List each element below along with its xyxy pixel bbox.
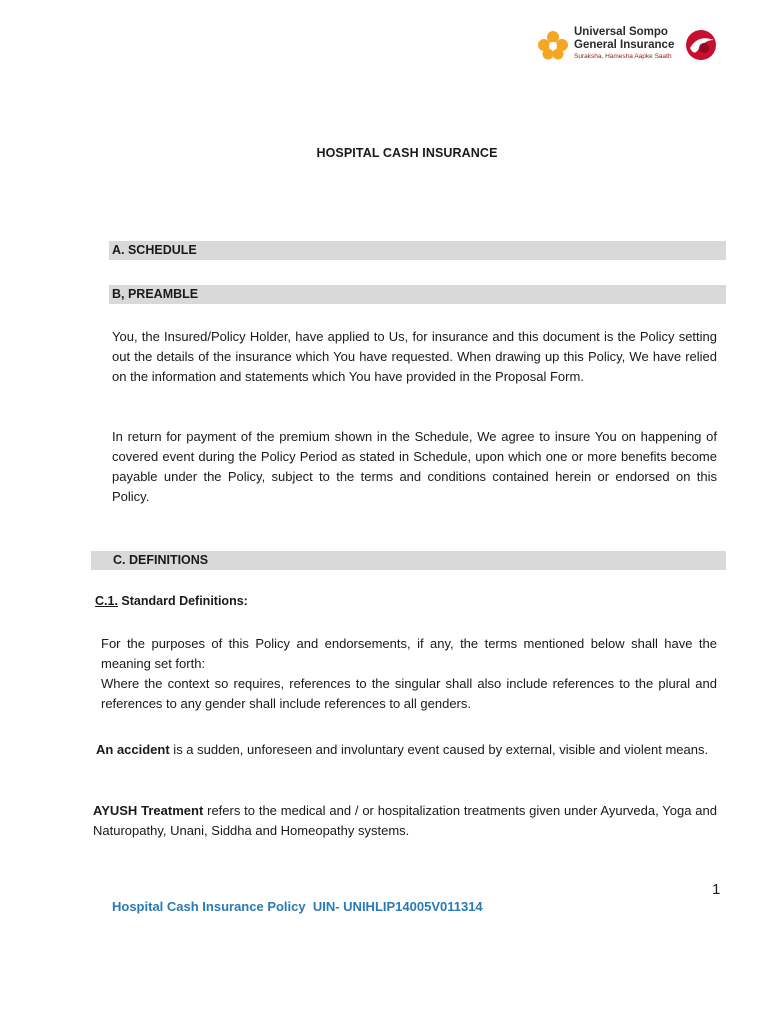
subsection-number: C.1. (95, 594, 118, 608)
preamble-paragraph-2: In return for payment of the premium shown in the Schedule, We agree to insure You on happening of covered event during the Policy Period as stated in Schedule, upon which one or more benefits become payable under the Policy, subject to the terms and conditions contained herein or endorsed on this Policy. (112, 429, 717, 504)
section-heading-preamble: B, PREAMBLE (109, 285, 726, 304)
definitions-intro (101, 634, 717, 714)
logo-name-line2: General Insurance (574, 39, 675, 51)
logo-name-line1: Universal Sompo (574, 26, 668, 38)
company-logo (536, 26, 720, 64)
section-heading-schedule: A. SCHEDULE (109, 241, 726, 260)
page-number: 1 (712, 881, 721, 898)
definition-term-accident: An accident (96, 742, 170, 757)
subsection-heading (95, 594, 248, 608)
document-title: HOSPITAL CASH INSURANCE (316, 146, 498, 160)
flower-logo-icon (536, 29, 570, 61)
footer-policy-uin: Hospital Cash Insurance Policy UIN- UNIHLIP14005V011314 (112, 899, 483, 914)
definition-text-ayush: refers to the medical and / or hospitalization treatments given under Ayurveda, Yoga and Naturopathy, Unani, Siddha and Homeopathy systems. (93, 803, 717, 838)
subsection-title: Standard Definitions: (121, 594, 248, 608)
logo-tagline: Suraksha, Hamesha Aapke Saath (574, 53, 672, 60)
definition-text-accident: is a sudden, unforeseen and involuntary event caused by external, visible and violent means. (169, 742, 709, 757)
red-swirl-logo-icon (684, 28, 718, 62)
definition-accident (96, 740, 717, 760)
definition-term-ayush: AYUSH Treatment (93, 803, 204, 818)
definition-ayush (93, 801, 717, 841)
definitions-intro-2: Where the context so requires, references to the singular shall also include references to the plural and references to any gender shall include references to all genders. (101, 676, 717, 711)
preamble-paragraph-1: You, the Insured/Policy Holder, have applied to Us, for insurance and this document is the Policy setting out the details of the insurance which You have requested. When drawing up this Policy, We have relied on the information and statements which You have provided in the Proposal Form. (112, 329, 717, 384)
definitions-intro-1: For the purposes of this Policy and endorsements, if any, the terms mentioned below shall have the meaning set forth: (101, 636, 717, 671)
section-heading-definitions: C. DEFINITIONS (91, 551, 726, 570)
